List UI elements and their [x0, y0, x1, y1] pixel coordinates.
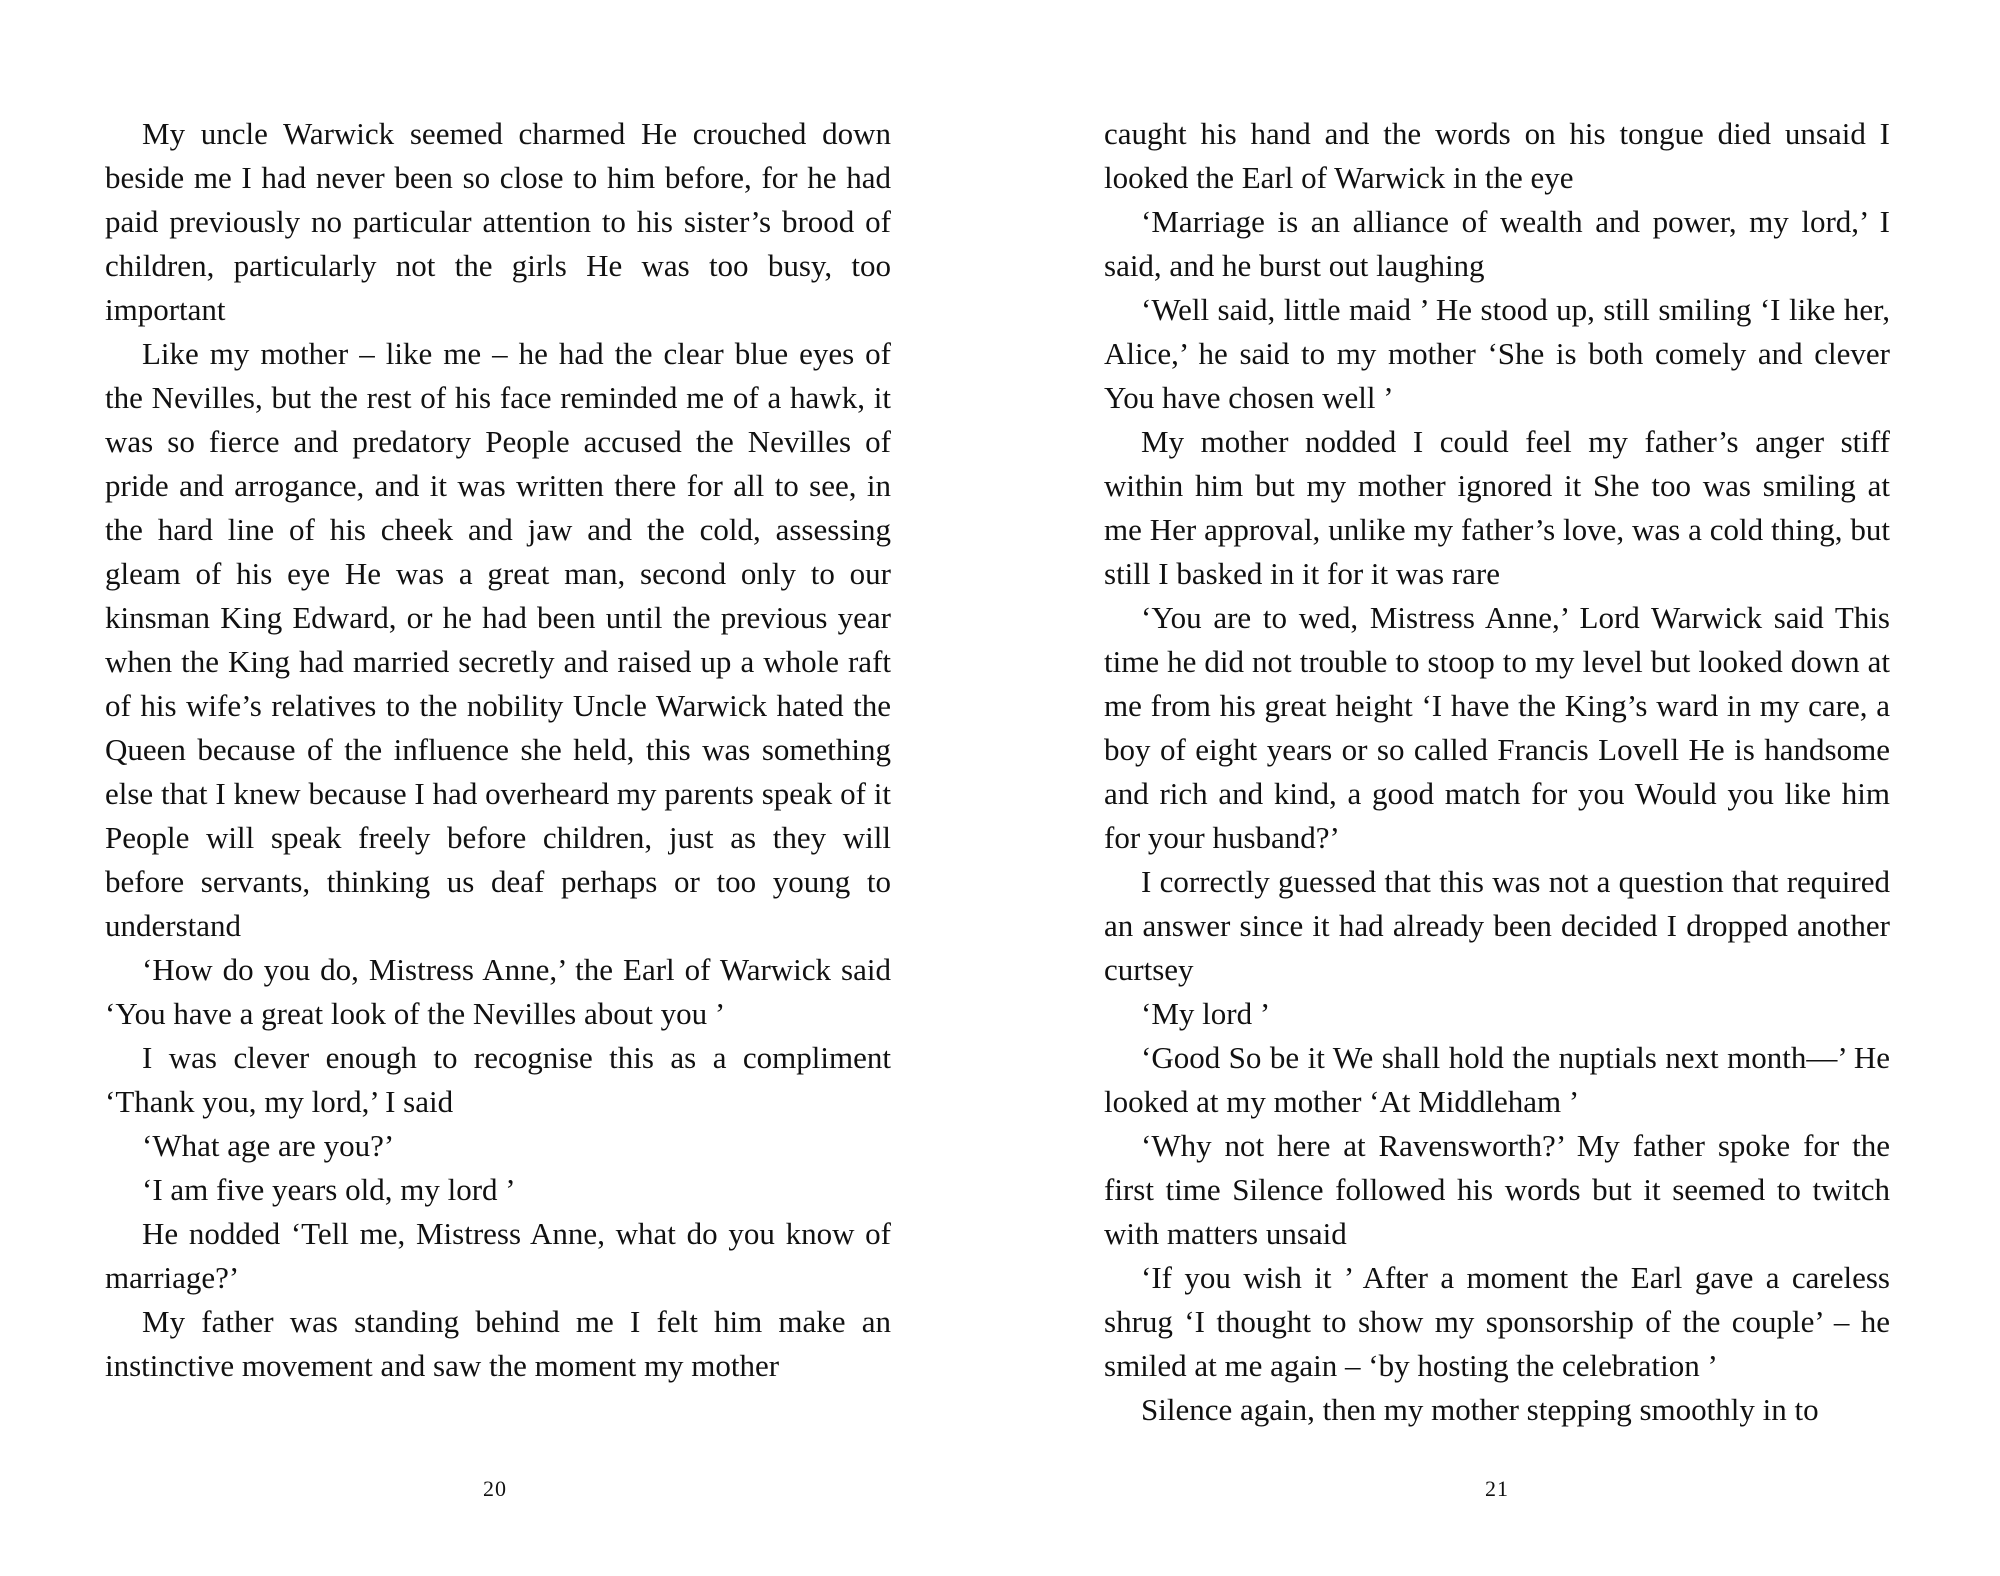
paragraph: ‘What age are you?’ — [142, 1128, 395, 1163]
paragraph: I was clever enough to recognise this as a compliment ‘Thank you, my lord,’ I said — [105, 1040, 891, 1119]
paragraph: ‘Good So be it We shall hold the nuptials next month—’ He looked at my mother ‘At Middleham ’ — [1104, 1040, 1890, 1119]
paragraph: ‘How do you do, Mistress Anne,’ the Earl of Warwick said ‘You have a great look of the Nevilles about you ’ — [105, 952, 891, 1031]
paragraph: My father was standing behind me I felt him make an instinctive movement and saw the moment my mother — [105, 1304, 891, 1383]
paragraph: Silence again, then my mother stepping smoothly in to — [1141, 1392, 1819, 1427]
paragraph: ‘You are to wed, Mistress Anne,’ Lord Warwick said This time he did not trouble to stoop to my level but looked down at me from his great height ‘I have the King’s ward in my care, a boy of eight years or so called Francis Lovell He is handsome and rich and kind, a good match for you Would you like him for your husband?’ — [1104, 600, 1890, 855]
paragraph: ‘Well said, little maid ’ He stood up, still smiling ‘I like her, Alice,’ he said to my mother ‘She is both comely and clever You have chosen well ’ — [1104, 292, 1890, 415]
paragraph: Like my mother – like me – he had the clear blue eyes of the Nevilles, but the rest of his face reminded me of a hawk, it was so fierce and predatory People accused the Nevilles of pride and arrogance, and it was written there for all to see, in the hard line of his cheek and jaw and the cold, assessing gleam of his eye He was a great man, second only to our kinsman King Edward, or he had been until the previous year when the King had married secretly and raised up a whole raft of his wife’s relatives to the nobility Uncle Warwick hated the Queen because of the influence she held, this was something else that I knew because I had overheard my parents speak of it People will speak freely before children, just as they will before servants, thinking us deaf perhaps or too young to understand — [105, 336, 891, 943]
paragraph: My uncle Warwick seemed charmed He crouched down beside me I had never been so close to him before, for he had paid previously no particular attention to his sister’s brood of children, particularly not the girls He was too busy, too important — [105, 116, 891, 327]
paragraph: ‘My lord ’ — [1141, 996, 1271, 1031]
paragraph: ‘Marriage is an alliance of wealth and power, my lord,’ I said, and he burst out laughing — [1104, 204, 1890, 283]
paragraph: ‘I am five years old, my lord ’ — [142, 1172, 516, 1207]
paragraph: He nodded ‘Tell me, Mistress Anne, what do you know of marriage?’ — [105, 1216, 891, 1295]
paragraph: My mother nodded I could feel my father’s anger stiff within him but my mother ignored it She too was smiling at me Her approval, unlike my father’s love, was a cold thing, but still I basked in it for it was rare — [1104, 424, 1890, 591]
paragraph: ‘Why not here at Ravensworth?’ My father spoke for the first time Silence followed his words but it seemed to twitch with matters unsaid — [1104, 1128, 1890, 1251]
paragraph: caught his hand and the words on his tongue died unsaid I looked the Earl of Warwick in the eye — [1104, 116, 1890, 195]
right-page — [1104, 112, 1890, 1432]
paragraph: I correctly guessed that this was not a question that required an answer since it had already been decided I dropped another curtsey — [1104, 864, 1890, 987]
left-page — [105, 112, 891, 1388]
page-number-left: 20 — [483, 1476, 507, 1501]
paragraph: ‘If you wish it ’ After a moment the Earl gave a careless shrug ‘I thought to show my sponsorship of the couple’ – he smiled at me again – ‘by hosting the celebration ’ — [1104, 1260, 1890, 1383]
page-number-right: 21 — [1485, 1476, 1509, 1501]
